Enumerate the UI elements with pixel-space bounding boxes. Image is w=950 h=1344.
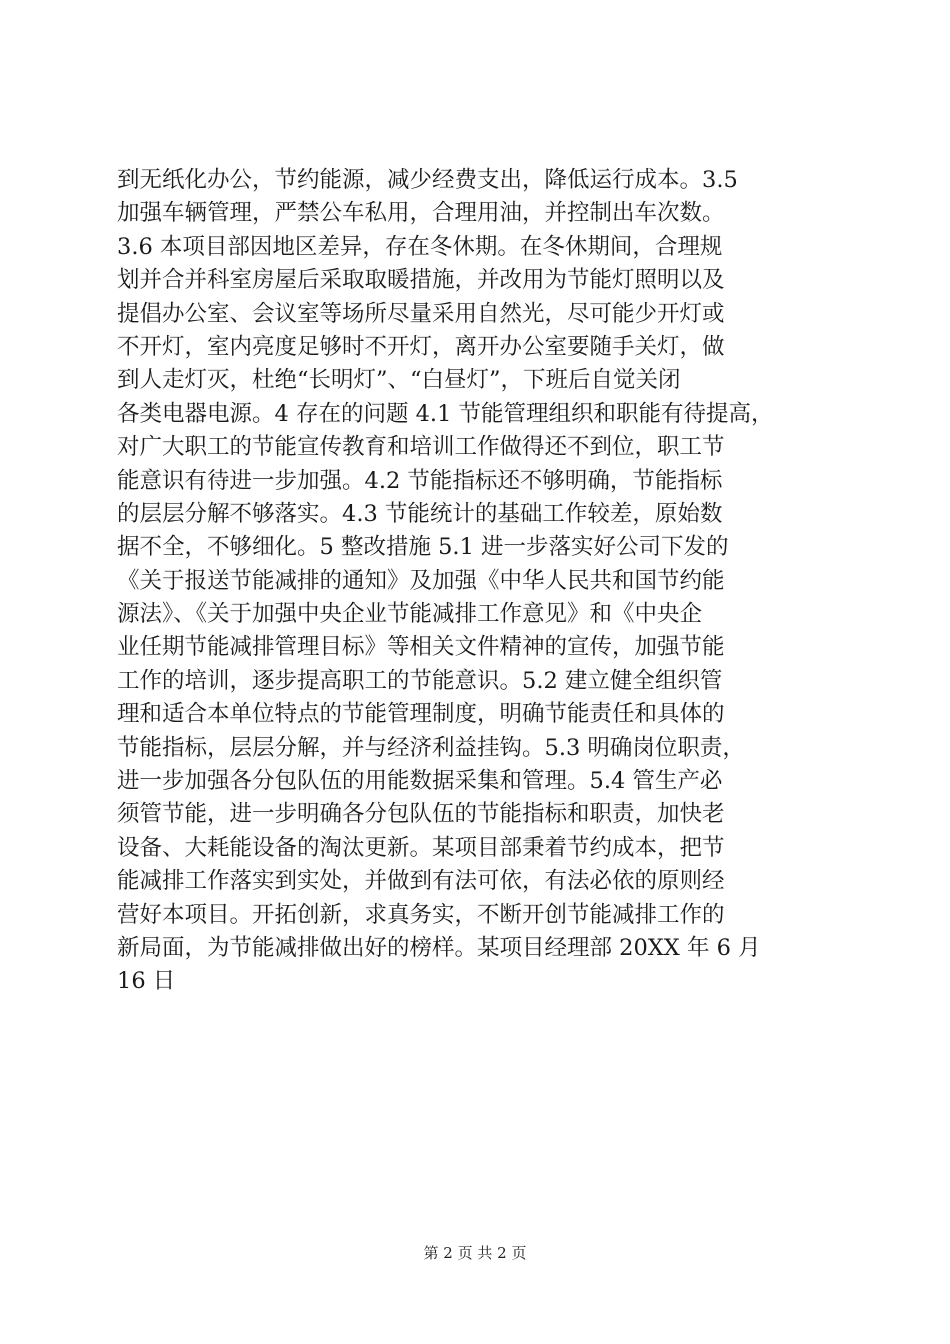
text-line: 进一步加强各分包队伍的用能数据采集和管理。5.4 管生产必 xyxy=(117,768,723,795)
text-line: 加强车辆管理，严禁公车私用，合理用油，并控制出车次数。 xyxy=(117,200,725,227)
text-line: 3.6 本项目部因地区差异，存在冬休期。在冬休期间，合理规 xyxy=(117,233,723,260)
text-line: 到人走灯灭，杜绝“长明灯”、“白昼灯”，下班后自觉关闭 xyxy=(117,367,681,394)
text-line: 《关于报送节能减排的通知》及加强《中华人民共和国节约能 xyxy=(117,567,725,594)
text-line: 各类电器电源。4 存在的问题 4.1 节能管理组织和职能有待提高， xyxy=(117,400,774,427)
text-line: 能意识有待进一步加强。4.2 节能指标还不够明确，节能指标 xyxy=(117,467,723,494)
text-line: 不开灯，室内亮度足够时不开灯，离开办公室要随手关灯，做 xyxy=(117,333,725,360)
text-line: 的层层分解不够落实。4.3 节能统计的基础工作较差，原始数 xyxy=(117,500,723,527)
text-line: 设备、大耗能设备的淘汰更新。某项目部秉着节约成本，把节 xyxy=(117,834,725,861)
text-line: 新局面，为节能减排做出好的榜样。某项目经理部 20XX 年 6 月 xyxy=(117,934,761,961)
text-line: 须管节能，进一步明确各分包队伍的节能指标和职责，加快老 xyxy=(117,801,725,828)
text-line: 16 日 xyxy=(117,968,176,995)
text-line: 提倡办公室、会议室等场所尽量采用自然光，尽可能少开灯或 xyxy=(117,300,725,327)
text-line: 源法》、《关于加强中央企业节能减排工作意见》和《中央企 xyxy=(117,601,703,628)
text-line: 业任期节能减排管理目标》等相关文件精神的宣传，加强节能 xyxy=(117,634,725,661)
text-line: 划并合并科室房屋后采取取暖措施，并改用为节能灯照明以及 xyxy=(117,267,725,294)
page-footer xyxy=(0,1243,950,1263)
text-line: 据不全，不够细化。5 整改措施 5.1 进一步落实好公司下发的 xyxy=(117,534,729,561)
text-line: 营好本项目。开拓创新，求真务实，不断开创节能减排工作的 xyxy=(117,901,725,928)
text-line: 节能指标，层层分解，并与经济利益挂钩。5.3 明确岗位职责， xyxy=(117,734,745,761)
page-number: 第 2 页 共 2 页 xyxy=(423,1244,527,1262)
text-line: 理和适合本单位特点的节能管理制度，明确节能责任和具体的 xyxy=(117,701,725,728)
text-line: 工作的培训，逐步提高职工的节能意识。5.2 建立健全组织管 xyxy=(117,667,723,694)
document-body xyxy=(117,164,837,999)
text-line: 到无纸化办公，节约能源，减少经费支出，降低运行成本。3.5 xyxy=(117,167,738,193)
text-line: 能减排工作落实到实处，并做到有法可依，有法必依的原则经 xyxy=(117,868,725,895)
text-line: 对广大职工的节能宣传教育和培训工作做得还不到位，职工节 xyxy=(117,434,725,461)
